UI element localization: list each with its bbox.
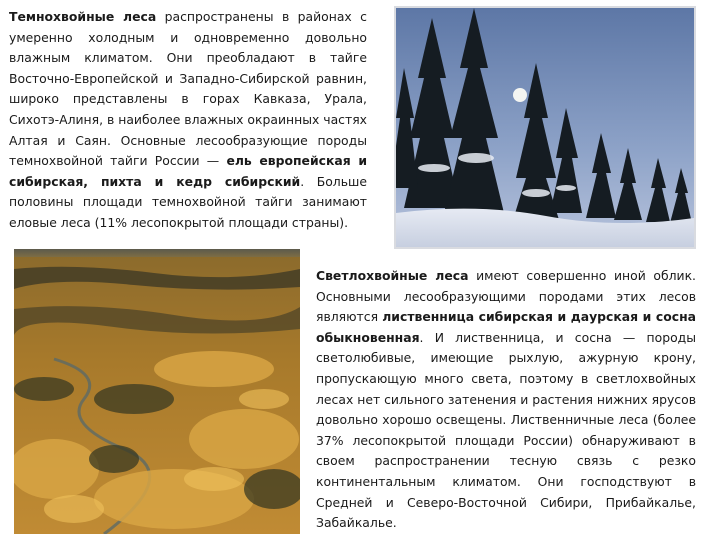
dark-forest-text-1: распространены в районах с умеренно холодным и одновременно довольно влажным климатом. Они преобладают в тайге Восточно-Европейской и Западно-Сибирской равнин, широко представлены в горах Кавказа, Урала, Сихотэ-Алиня, в наиболее влажных окраинных частях Алтая и Саян. Основные лесообразующие породы темнохвойной тайги России —	[9, 9, 367, 169]
moon-icon	[513, 88, 527, 102]
dark-forest-text-2: . Больше половины площади темнохвойной тайги занимают еловые леса (11% лесопокрытой площади страны).	[9, 173, 367, 230]
dark-forest-species: ель европейская и сибирская, пихта и кедр сибирский	[9, 153, 368, 189]
dark-coniferous-paragraph	[9, 7, 367, 234]
snowy-spruce-forest-photo	[394, 6, 696, 249]
light-forest-species: лиственница сибирская и даурская и сосна обыкновенная	[316, 309, 696, 345]
light-coniferous-paragraph	[316, 266, 696, 534]
dark-forest-term: Темнохвойные леса	[9, 9, 157, 24]
light-forest-text-1: имеют совершенно иной облик. Основными лесообразующими породами этих лесов являются	[316, 268, 696, 325]
autumn-larch-taiga-photo	[14, 249, 300, 534]
light-forest-term: Светлохвойные леса	[316, 268, 469, 283]
light-forest-text-2: . И лиственница, и сосна — породы светолюбивые, имеющие рыхлую, ажурную крону, пропускающую много света, поэтому в светлохвойных лесах нет сильного затенения и растения нижних ярусов довольно хорошо освещены. Лиственничные леса (более 37% лесопокрытой площади России) обнаруживают в своем распространении тесную связь с резко континентальным климатом. Они господствуют в Средней и Северо-Восточной Сибири, Прибайкалье, Забайкалье.	[316, 329, 696, 531]
